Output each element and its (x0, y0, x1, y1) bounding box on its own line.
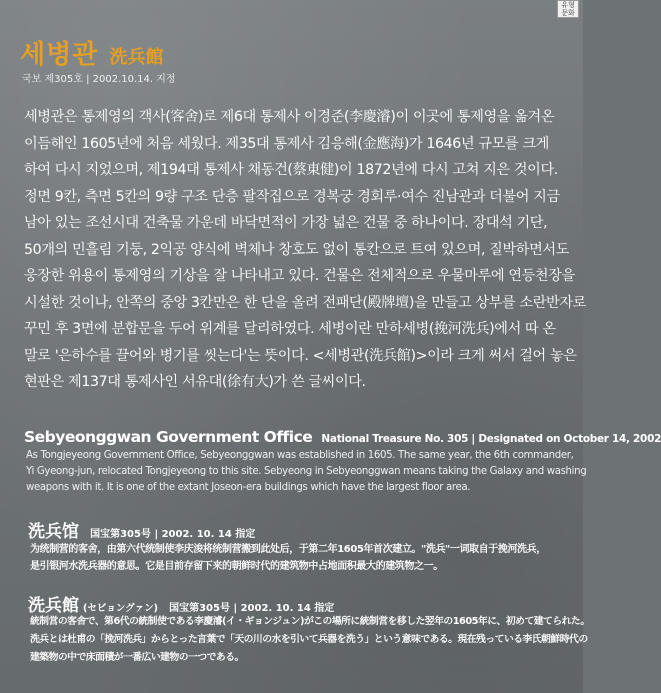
japanese-description (30, 613, 590, 667)
english-description (26, 448, 587, 496)
korean-line: 세병관은 통제영의 객사(客舍)로 제6대 통제사 이경준(李慶濬)이 이곳에 통제영을 옮겨온 (24, 109, 555, 125)
japanese-line: 統制営の客舎で、第6代の統制使である李慶濬(イ・ギョンジュン)がこの場所に統制営を移した翌年の1605年に、初めて建てられた。 (30, 616, 590, 627)
title-hanja: 洗兵館 (109, 47, 164, 68)
chinese-line: 为统制营的客舍，由第六代统制使李庆浚将统制营搬到此处后，于第二年1605年首次建立。"洗兵"一词取自于挽河洗兵， (30, 544, 546, 555)
korean-designation: 국보 제305호 | 2002.10.14. 지정 (22, 74, 176, 85)
korean-line: 말로 '은하수를 끌어와 병기를 씻는다'는 뜻이다. <세병관(洗兵館)>이라 크게 써서 걸어 놓은 (24, 347, 577, 364)
korean-line: 하여 다시 지었으며, 제194대 통제사 채동건(蔡東健)이 1872년에 다시 고쳐 지은 것이다. (24, 162, 558, 178)
korean-line: 50개의 민흘림 기둥, 2익공 양식에 벽체나 창호도 없이 통칸으로 트여 있으며, 질박하면서도 (24, 241, 569, 258)
english-heading (24, 427, 661, 446)
japanese-line: 洗兵とは杜甫の「挽河洗兵」からとった言葉で「天の川の水を引いて兵器を洗う」という意味である。現在残っている李氏朝鮮時代の (30, 634, 588, 645)
korean-line: 남아 있는 조선시대 건축물 가운데 바닥면적이 가장 넓은 건물 중 하나이다. 장대석 기단, (24, 215, 548, 231)
chinese-description (30, 541, 570, 575)
english-title: Sebyeonggwan Government Office (24, 428, 313, 446)
title-korean: 세병관 (20, 40, 99, 70)
korean-line: 웅장한 위용이 통제영의 기상을 잘 나타내고 있다. 건물은 전체적으로 우물마루에 연등천장을 (24, 268, 575, 284)
chinese-line: 是引银河水洗兵器的意思。它是目前存留下来的朝鲜时代的建筑物中占地面积最大的建筑物之一。 (30, 561, 443, 572)
japanese-line: 建築物の中で床面積が一番広い建物の一つである。 (30, 652, 244, 663)
chinese-designation: 国宝第305号 | 2002. 10. 14 指定 (90, 529, 256, 540)
korean-line: 현판은 제137대 통제사인 서유대(徐有大)가 쓴 글씨이다. (24, 374, 366, 390)
chinese-heading (28, 517, 255, 542)
korean-line: 시설한 것이나, 안쪽의 중앙 3칸만은 한 단을 올려 전패단(殿牌壇)을 만들고 상부를 소란반자로 (24, 294, 586, 311)
english-line: Yi Gyeong-jun, relocated Tongjeyeong to this site. Sebyeong in Sebyeonggwan means taking the Galaxy and washing (26, 466, 587, 477)
english-line: weapons with it. It is one of the extant Joseon-era buildings which have the largest floor area. (26, 482, 471, 493)
korean-description (24, 104, 586, 396)
english-line: As Tongjeyeong Government Office, Sebyeonggwan was established in 1605. The same year, the 6th commander, (26, 450, 574, 461)
korean-line: 꾸민 후 3면에 분합문을 두어 위계를 달리하였다. 세병이란 만하세병(挽河洗兵)에서 따 온 (24, 321, 556, 337)
english-designation: National Treasure No. 305 | Designated on October 14, 2002 (321, 433, 661, 445)
corner-tag: 유형 문화 (557, 0, 579, 18)
korean-line: 정면 9칸, 측면 5칸의 9량 구조 단층 팔작집으로 경복궁 경회루·여수 진남관과 더불어 지금 (24, 188, 560, 205)
sign-title (20, 34, 163, 71)
japanese-reading: (セビョングァン) (83, 603, 158, 614)
chinese-title: 洗兵馆 (28, 522, 79, 542)
korean-line: 이듬해인 1605년에 처음 세웠다. 제35대 통제사 김응해(金應海)가 1646년 규모를 크게 (24, 135, 549, 152)
japanese-title: 洗兵館 (28, 596, 79, 616)
japanese-designation: 国宝第305号 | 2002. 10. 14 指定 (169, 603, 335, 614)
